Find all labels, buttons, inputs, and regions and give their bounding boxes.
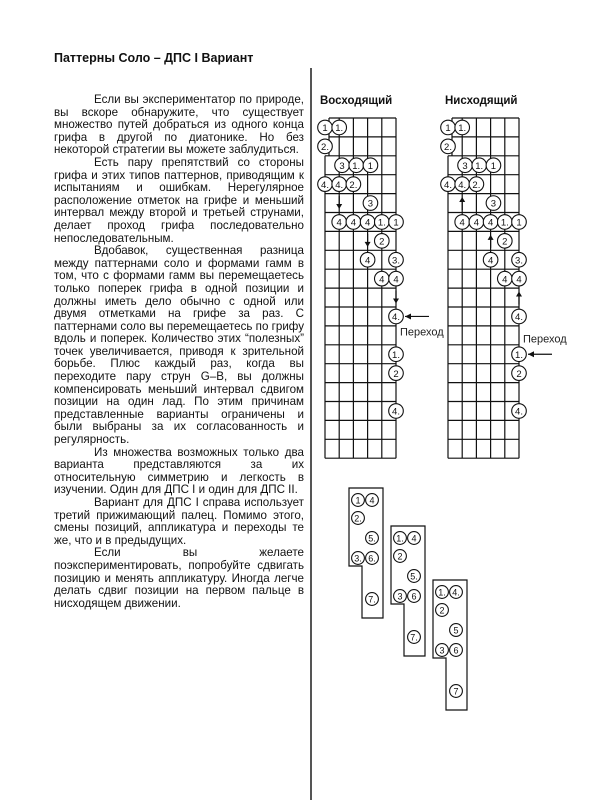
finger-number: 3. <box>354 553 362 564</box>
finger-number: 5. <box>368 533 376 544</box>
finger-number: 6 <box>411 591 417 602</box>
finger-number: 4 <box>516 274 522 286</box>
transition-label: Переход <box>400 326 444 339</box>
finger-number: 1 <box>393 217 399 229</box>
finger-number: 4 <box>459 217 465 229</box>
finger-number: 4. <box>452 587 460 598</box>
finger-number: 1. <box>377 217 386 229</box>
finger-number: 3. <box>515 255 523 267</box>
fingering-box <box>349 488 383 618</box>
finger-number: 4. <box>515 312 523 324</box>
arrow-left-icon <box>528 351 552 357</box>
finger-number: 1. <box>392 349 400 361</box>
finger-number: 1. <box>475 160 484 172</box>
finger-number: 1. <box>500 217 509 229</box>
transition-label: Переход <box>523 333 567 346</box>
arrow-up-icon <box>459 197 465 210</box>
finger-number: 7. <box>410 632 418 643</box>
paragraph: Вдобавок, существенная разница между паттернами соло и формами гамм в том, что с формами гамм вы перемещаетесь только поперек грифа в одной позиции и должны иметь дело обычно с одной или двумя отметками на грифе за раз. С паттернами соло вы перемещаетесь по грифу вдоль и поперек. Количество этих “полезных” точек увеличивается, приводя к зрительной борьбе. Плюс каждый раз, когда вы переходите пару струн G–B, вы должны компенсировать меньший интервал сдвигом позиции на один лад. По этим причинам представленные варианты ограничены и были выбраны за их согласованность и регулярность. <box>54 244 304 447</box>
arrow-up-icon <box>516 292 522 305</box>
finger-number: 2. <box>354 513 362 524</box>
fingering-box <box>391 526 425 656</box>
finger-number: 4 <box>369 495 375 506</box>
finger-number: 4 <box>364 217 371 229</box>
finger-number: 1. <box>515 349 523 361</box>
finger-number: 2. <box>349 179 358 191</box>
finger-number: 4 <box>502 274 508 286</box>
finger-number: 1. <box>352 160 361 172</box>
finger-number: 3 <box>490 198 497 210</box>
finger-number: 4. <box>392 406 400 418</box>
finger-number: 4. <box>335 179 344 191</box>
finger-number: 4 <box>379 274 385 286</box>
finger-number: 2 <box>516 368 522 380</box>
arrow-down-icon <box>365 234 371 247</box>
descending-title: Нисходящий <box>445 95 518 107</box>
finger-number: 1. <box>438 587 446 598</box>
finger-number: 3. <box>392 255 400 267</box>
arrow-up-icon <box>488 235 494 248</box>
finger-number: 1 <box>490 160 497 172</box>
fretboard <box>318 118 445 458</box>
finger-number: 4. <box>515 406 523 418</box>
finger-number: 6. <box>368 553 376 564</box>
finger-number: 7. <box>368 594 376 605</box>
finger-number: 5. <box>410 571 418 582</box>
finger-number: 1 <box>367 160 374 172</box>
finger-number: 4 <box>487 217 494 229</box>
finger-number: 7 <box>453 686 459 697</box>
ascending-title: Восходящий <box>320 95 393 107</box>
paragraph: Вариант для ДПС I справа использует третий прижимающий палец. Помимо этого, смены позиций, аппликатура и переходы те же, что и в предыдущих. <box>54 496 304 547</box>
paragraph: Если вы экспериментатор по природе, вы вскоре обнаружите, что существует множество путей добраться из одного конца грифа в другой по диатонике. Но без некоторой стратегии вы можете заблудиться. <box>54 93 304 157</box>
finger-number: 4. <box>321 179 329 191</box>
finger-number: 2. <box>321 141 329 153</box>
finger-number: 2 <box>379 236 385 248</box>
finger-number: 2 <box>397 551 403 562</box>
paragraph: Из множества возможных только два варианта представляются за их относительную симметрию и легкость в изучении. Один для ДПС I и один для ДПС II. <box>54 445 304 497</box>
paragraph: Есть пару препятствий со стороны грифа и этих типов паттернов, приводящим к испытаниям и ошибкам. Нерегулярное расположение отметок на грифе и меньший интервал между второй и третьей струнами, делает проход грифа последовательно непоследовательным. <box>54 155 304 245</box>
finger-number: 6 <box>453 645 459 656</box>
finger-number: 1 <box>322 123 328 135</box>
finger-number: 1 <box>516 217 522 229</box>
finger-number: 3 <box>462 160 468 172</box>
finger-number: 1. <box>458 123 467 135</box>
finger-number: 2 <box>393 368 399 380</box>
finger-number: 3 <box>397 591 403 602</box>
fingering-box <box>433 580 467 710</box>
page-title: Паттерны Соло – ДПС I Вариант <box>54 51 254 65</box>
fretboard <box>441 118 568 458</box>
finger-number: 2. <box>444 141 452 153</box>
finger-number: 3 <box>367 198 374 210</box>
arrow-left-icon <box>405 313 429 319</box>
finger-number: 4 <box>411 533 417 544</box>
finger-number: 4. <box>458 179 467 191</box>
arrow-down-icon <box>336 196 342 209</box>
finger-number: 4 <box>336 217 342 229</box>
finger-number: 4. <box>444 179 452 191</box>
finger-number: 4. <box>392 312 400 324</box>
finger-number: 4 <box>473 217 480 229</box>
finger-number: 2 <box>502 236 508 248</box>
finger-number: 2. <box>472 179 481 191</box>
finger-number: 4 <box>393 274 399 286</box>
finger-number: 4 <box>364 255 371 267</box>
finger-number: 1. <box>335 123 344 135</box>
finger-number: 4 <box>350 217 357 229</box>
finger-number: 3 <box>439 645 445 656</box>
finger-number: 1 <box>355 495 361 506</box>
arrow-down-icon <box>393 291 399 304</box>
finger-number: 3 <box>339 160 345 172</box>
finger-number: 5 <box>453 625 459 636</box>
finger-number: 4 <box>487 255 494 267</box>
finger-number: 1 <box>445 123 451 135</box>
paragraph: Если вы желаете поэкспериментировать, попробуйте сдвигать позицию и менять аппликатуру. Иногда легче делать сдвиг позиции на первом пальце в нисходящем движении. <box>54 546 304 610</box>
finger-number: 2 <box>439 605 445 616</box>
finger-number: 1. <box>396 533 404 544</box>
